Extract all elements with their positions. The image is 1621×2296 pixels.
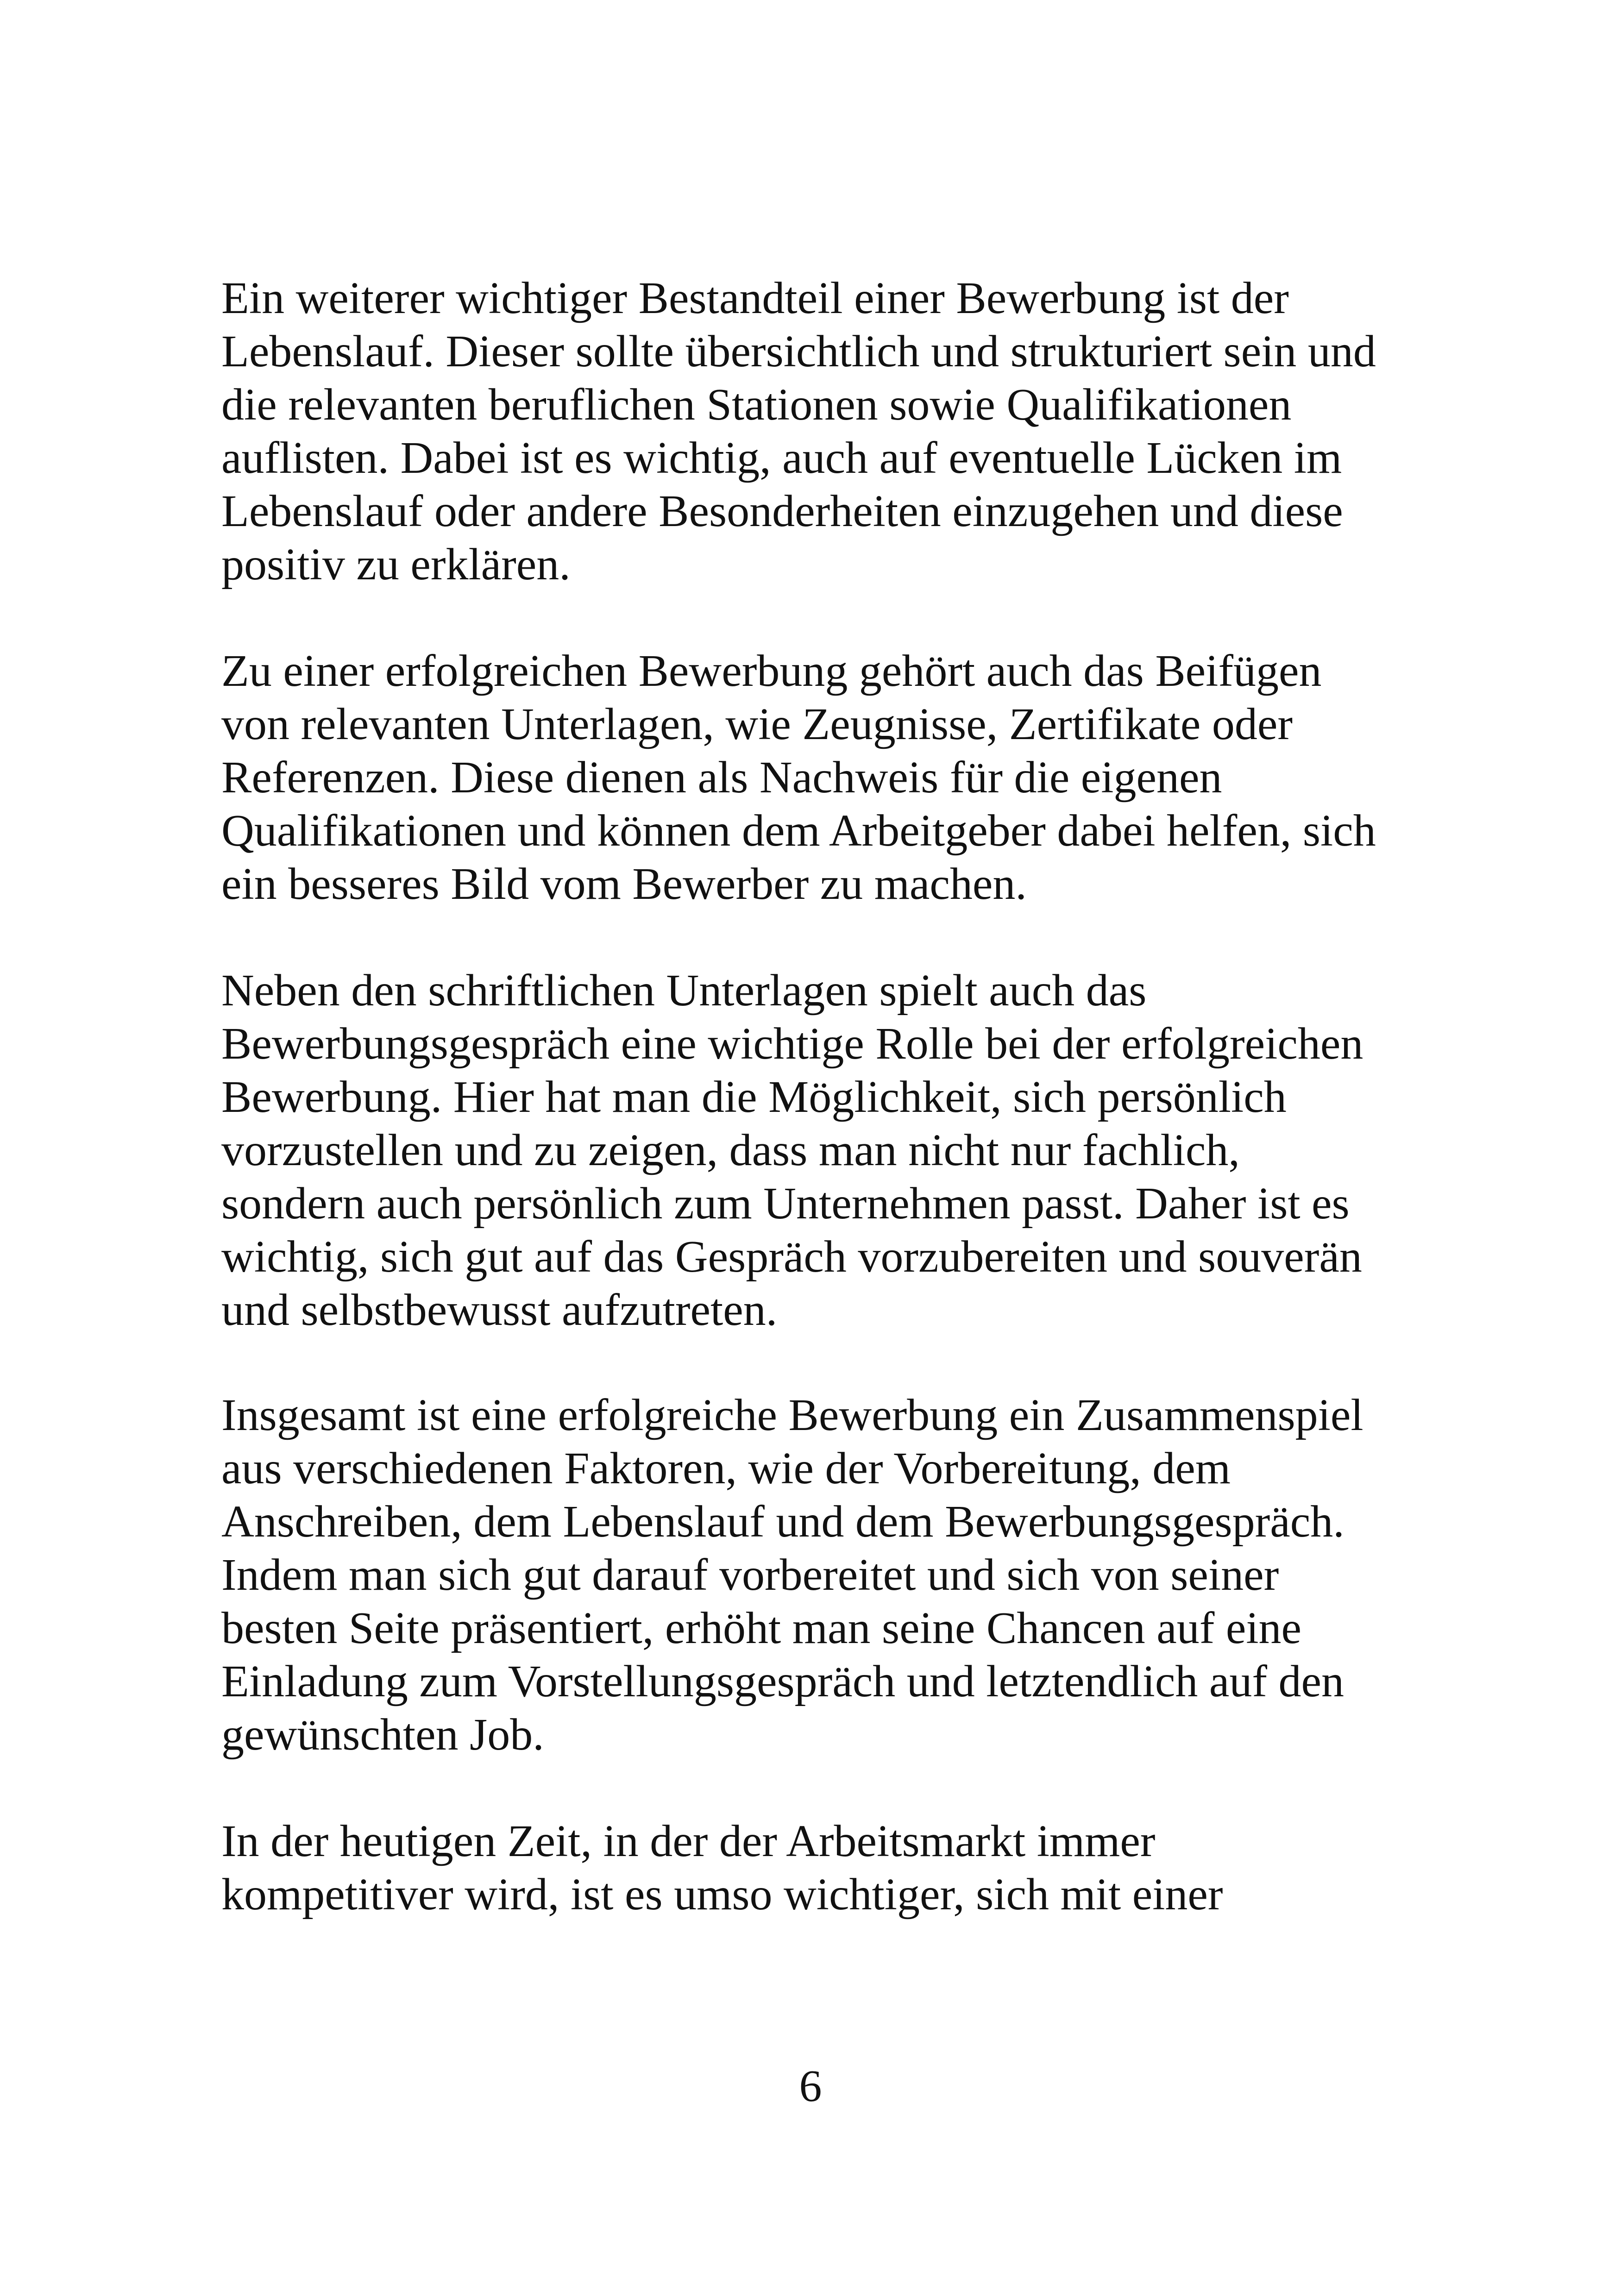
paragraph-zusammenfassung: Insgesamt ist eine erfolgreiche Bewerbung ein Zusammenspiel aus verschiedenen Faktoren, wie der Vorbereitung, dem Anschreiben, dem Lebenslauf und dem Bewerbungsgespräch. Indem man sich gut darauf vorbereitet und sich von seiner besten Seite präsentiert, erhöht man seine Chancen auf eine Einladung zum Vorstellungsgespräch und letztendlich auf den gewünschten Job. <box>221 1390 1363 1760</box>
paragraph-arbeitsmarkt: In der heutigen Zeit, in der der Arbeitsmarkt immer kompetitiver wird, ist es umso wichtiger, sich mit einer <box>221 1816 1223 1920</box>
paragraph-lebenslauf: Ein weiterer wichtiger Bestandteil einer Bewerbung ist der Lebenslauf. Dieser sollte übersichtlich und strukturiert sein und die relevanten beruflichen Stationen sowie Qualifikationen auflisten. Dabei ist es wichtig, auch auf eventuelle Lücken im Lebenslauf oder andere Besonderheiten einzugehen und diese positiv zu erklären. <box>221 273 1376 590</box>
paragraph-unterlagen: Zu einer erfolgreichen Bewerbung gehört auch das Beifügen von relevanten Unterlagen, wie Zeugnisse, Zertifikate oder Referenzen. Diese dienen als Nachweis für die eigenen Qualifikationen und können dem Arbeitgeber dabei helfen, sich ein besseres Bild vom Bewerber zu machen. <box>221 646 1376 909</box>
page-number: 6 <box>799 2061 822 2111</box>
paragraph-bewerbungsgespraech: Neben den schriftlichen Unterlagen spielt auch das Bewerbungsgespräch eine wichtige Rolle bei der erfolgreichen Bewerbung. Hier hat man die Möglichkeit, sich persönlich vorzustellen und zu zeigen, dass man nicht nur fachlich, sondern auch persönlich zum Unternehmen passt. Daher ist es wichtig, sich gut auf das Gespräch vorzubereiten und souverän und selbstbewusst aufzutreten. <box>221 966 1363 1335</box>
